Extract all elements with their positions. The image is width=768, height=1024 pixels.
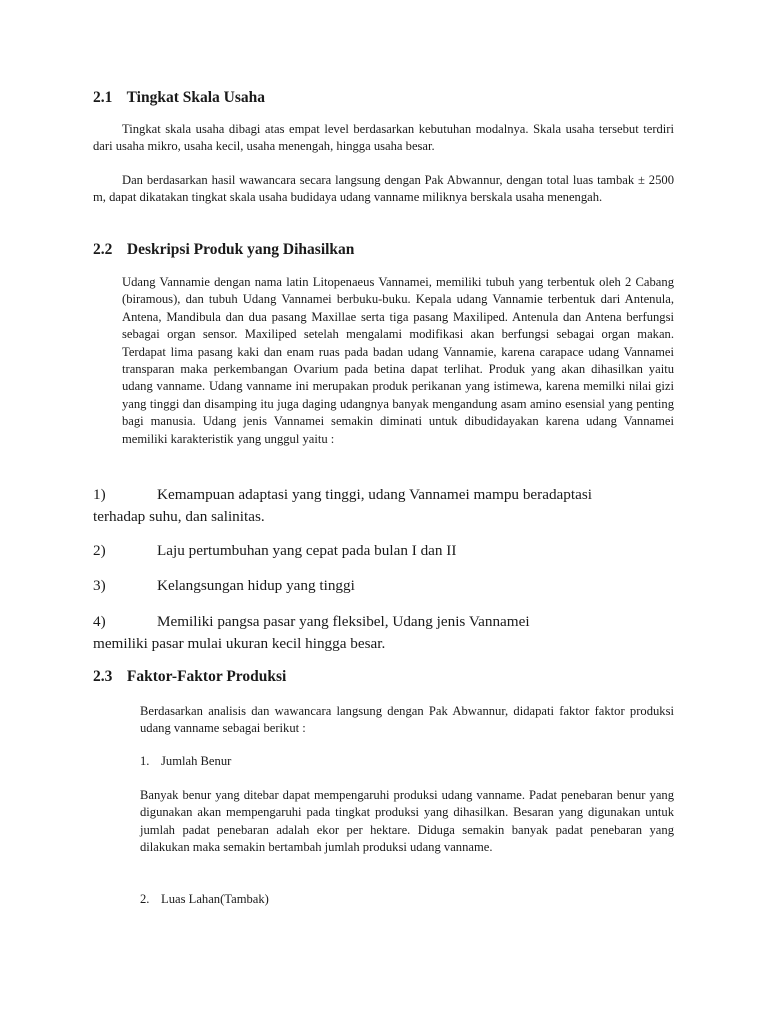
list-text: Laju pertumbuhan yang cepat pada bulan I dan II bbox=[157, 542, 457, 559]
section-heading bbox=[93, 667, 286, 687]
list-marker: 3) bbox=[93, 577, 106, 594]
list-text: Memiliki pangsa pasar yang fleksibel, Udang jenis Vannamei bbox=[157, 613, 530, 630]
section-number: 2.1 bbox=[93, 89, 113, 106]
section-heading bbox=[93, 88, 265, 108]
section-title: Deskripsi Produk yang Dihasilkan bbox=[126, 241, 355, 258]
list-item bbox=[93, 575, 693, 597]
list-continuation: terhadap suhu, dan salinitas. bbox=[93, 508, 265, 525]
sub-item-heading bbox=[140, 753, 231, 770]
section-heading bbox=[93, 240, 354, 260]
section-title: Tingkat Skala Usaha bbox=[126, 89, 266, 106]
list-item bbox=[93, 540, 693, 562]
paragraph: Tingkat skala usaha dibagi atas empat level berdasarkan kebutuhan modalnya. Skala usaha tersebut terdiri dari usaha mikro, usaha kecil, usaha menengah, hingga usaha besar. bbox=[93, 122, 674, 154]
list-item bbox=[93, 484, 693, 528]
list-marker: 1) bbox=[93, 486, 106, 503]
section-title: Faktor-Faktor Produksi bbox=[126, 668, 287, 685]
sub-item-heading bbox=[140, 891, 269, 908]
list-text: Kemampuan adaptasi yang tinggi, udang Vannamei mampu beradaptasi bbox=[157, 486, 592, 503]
paragraph: Banyak benur yang ditebar dapat mempengaruhi produksi udang vanname. Padat penebaran benur yang digunakan akan mempengaruhi pada tingkat produksi yang dihasilkan. Besaran yang digunakan untuk jumlah padat penebaran adalah ekor per hektare. Diduga semakin banyak padat penebaran yang dilakukan maka semakin bertambah jumlah produksi udang vanname. bbox=[140, 788, 674, 855]
list-marker: 2) bbox=[93, 542, 106, 559]
paragraph: Berdasarkan analisis dan wawancara langsung dengan Pak Abwannur, didapati faktor faktor produksi udang vanname sebagai berikut : bbox=[140, 704, 674, 736]
list-item bbox=[93, 611, 693, 655]
sub-item-marker: 2. bbox=[140, 892, 150, 906]
sub-item-label: Luas Lahan(Tambak) bbox=[161, 892, 269, 906]
section-number: 2.2 bbox=[93, 241, 113, 258]
sub-item-label: Jumlah Benur bbox=[161, 754, 232, 768]
list-text: Kelangsungan hidup yang tinggi bbox=[157, 577, 355, 594]
paragraph: Dan berdasarkan hasil wawancara secara langsung dengan Pak Abwannur, dengan total luas tambak ± 2500 m, dapat dikatakan tingkat skala usaha budidaya udang vanname miliknya berskala usaha menengah. bbox=[93, 173, 674, 205]
sub-item-marker: 1. bbox=[140, 754, 150, 768]
list-continuation: memiliki pasar mulai ukuran kecil hingga besar. bbox=[93, 635, 386, 652]
section-number: 2.3 bbox=[93, 668, 113, 685]
list-marker: 4) bbox=[93, 613, 106, 630]
paragraph: Udang Vannamie dengan nama latin Litopenaeus Vannamei, memiliki tubuh yang terbentuk oleh 2 Cabang (biramous), dan tubuh Udang Vannamei berbuku-buku. Kepala udang Vannamie terbentuk dari Antenula, Antena, Mandibula dan dua pasang Maxillae serta tiga pasang Maxiliped. Antenula dan Antena berfungsi sebagai organ sensor. Maxiliped setelah mengalami modifikasi akan berfungsi sebagai organ makan. Terdapat lima pasang kaki dan enam ruas pada badan udang Vannamie, karena carapace udang Vannamei transparan maka perkembangan Ovarium pada betina dapat terlihat. Produk yang akan dihasilkan yaitu udang vanname. Udang vanname ini merupakan produk perikanan yang istimewa, karena memilki nilai gizi yang tinggi dan disamping itu juga daging udangnya banyak mengandung asam amino esensial yang penting bagi manusia. Udang jenis Vannamei semakin diminati untuk dibudidayakan karena udang Vannamei memiliki karakteristik yang unggul yaitu : bbox=[122, 275, 674, 446]
